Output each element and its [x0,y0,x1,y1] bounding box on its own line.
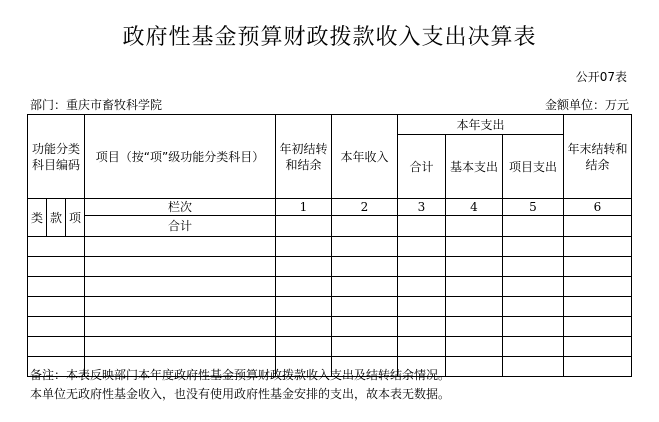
table-cell [332,257,398,277]
table-row [28,277,632,297]
table-cell [564,357,632,377]
table-cell [85,297,276,317]
table-row [28,297,632,317]
table-cell [85,257,276,277]
table-cell [85,317,276,337]
table-cell [446,357,503,377]
table-cell [398,257,446,277]
table-cell [503,297,564,317]
table-cell [446,237,503,257]
header-function-code: 功能分类科目编码 [28,115,85,199]
form-number: 公开07表 [575,70,627,84]
table-cell [276,277,332,297]
row-label-lanci: 栏次 [85,199,276,216]
table-cell [28,237,85,257]
table-cell [28,277,85,297]
table-cell [276,337,332,357]
header-expense-basic: 基本支出 [446,135,503,199]
note-line-2: 本单位无政府性基金收入，也没有使用政府性基金安排的支出，故本表无数据。 [30,387,451,401]
header-expense-group: 本年支出 [398,115,564,135]
table-cell [446,257,503,277]
table-cell [398,216,446,237]
table-cell [332,216,398,237]
col-number-6: 6 [564,199,632,216]
budget-table [27,114,632,377]
table-cell [398,237,446,257]
col-number-4: 4 [446,199,503,216]
amount-unit-label: 金额单位：万元 [544,98,629,112]
table-cell [503,216,564,237]
table-cell [564,337,632,357]
table-cell [503,237,564,257]
table-row [28,317,632,337]
header-lei: 类 [28,199,47,237]
table-cell [332,337,398,357]
table-cell [564,297,632,317]
table-cell [332,277,398,297]
table-cell [398,277,446,297]
table-cell [28,257,85,277]
table-cell [398,337,446,357]
col-number-5: 5 [503,199,564,216]
col-number-1: 1 [276,199,332,216]
table-cell [503,317,564,337]
department-label: 部门：重庆市畜牧科学院 [30,98,163,112]
table-cell [564,277,632,297]
table-cell [503,277,564,297]
header-end-balance: 年末结转和结余 [564,115,632,199]
header-expense-project: 项目支出 [503,135,564,199]
row-label-total: 合计 [85,216,276,237]
header-kuan: 款 [47,199,66,237]
header-xiang: 项 [66,199,85,237]
table-cell [446,317,503,337]
table-cell [564,237,632,257]
table-cell [28,337,85,357]
page-title: 政府性基金预算财政拨款收入支出决算表 [122,25,537,50]
table-cell [332,237,398,257]
table-cell [85,337,276,357]
table-cell [276,257,332,277]
header-expense-total: 合计 [398,135,446,199]
table-cell [276,317,332,337]
table-cell [503,357,564,377]
table-cell [503,337,564,357]
header-income: 本年收入 [332,115,398,199]
table-cell [564,216,632,237]
table-cell [85,237,276,257]
table-cell [446,277,503,297]
table-cell [276,216,332,237]
table-row [28,337,632,357]
table-cell [276,297,332,317]
table-cell [398,317,446,337]
table-cell [398,297,446,317]
table-cell [85,277,276,297]
table-row [28,237,632,257]
table-cell [28,317,85,337]
table-row [28,257,632,277]
header-item: 项目（按“项”级功能分类科目） [85,115,276,199]
header-begin-balance: 年初结转和结余 [276,115,332,199]
col-number-2: 2 [332,199,398,216]
table-cell [446,216,503,237]
table-cell [564,317,632,337]
col-number-3: 3 [398,199,446,216]
table-cell [276,237,332,257]
table-cell [332,317,398,337]
table-cell [332,297,398,317]
table-cell [503,257,564,277]
table-cell [564,257,632,277]
table-cell [446,337,503,357]
note-line-1: 备注：本表反映部门本年度政府性基金预算财政拨款收入支出及结转结余情况。 [30,368,451,382]
table-cell [446,297,503,317]
table-cell [28,297,85,317]
